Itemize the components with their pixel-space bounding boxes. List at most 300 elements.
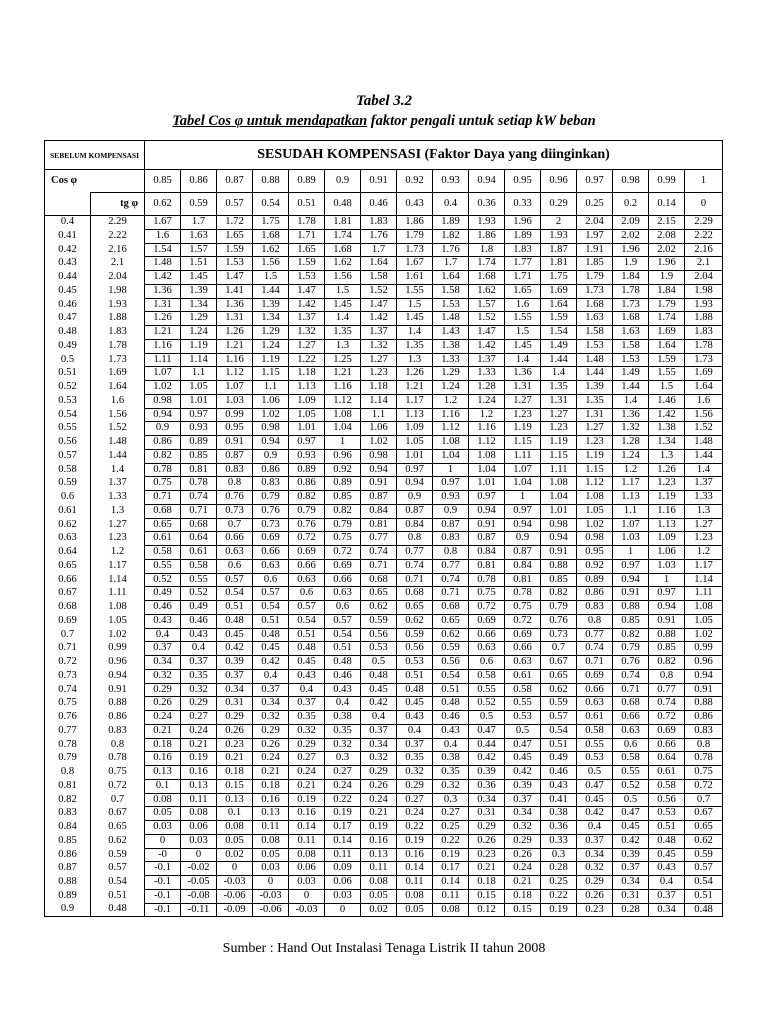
cos-phi-cell: 0.75	[45, 697, 91, 711]
multiplier-cell: 0.98	[577, 532, 613, 546]
multiplier-cell: 0.13	[361, 848, 397, 862]
multiplier-cell: 0.59	[541, 697, 577, 711]
multiplier-cell: 0.63	[253, 559, 289, 573]
target-cos-cell: 0.91	[361, 170, 397, 193]
multiplier-cell: 0.8	[433, 546, 469, 560]
tg-phi-cell: 0.96	[91, 656, 145, 670]
multiplier-cell: 0.64	[181, 532, 217, 546]
multiplier-cell: 0.72	[469, 601, 505, 615]
multiplier-cell: 1.04	[433, 449, 469, 463]
multiplier-cell: 1.8	[469, 243, 505, 257]
multiplier-cell: 0.37	[649, 889, 685, 903]
multiplier-cell: 0.84	[505, 559, 541, 573]
multiplier-cell: 0.14	[397, 862, 433, 876]
multiplier-cell: 0.95	[217, 422, 253, 436]
tg-phi-cell: 1.23	[91, 532, 145, 546]
table-row	[45, 628, 723, 642]
multiplier-cell: 0.68	[181, 518, 217, 532]
multiplier-cell: 0.43	[289, 669, 325, 683]
multiplier-cell: 0.35	[397, 752, 433, 766]
multiplier-cell: 0.61	[577, 711, 613, 725]
multiplier-cell: 0.9	[145, 422, 181, 436]
multiplier-cell: 0.91	[649, 614, 685, 628]
multiplier-cell: 0.37	[577, 834, 613, 848]
multiplier-cell: 0.08	[253, 834, 289, 848]
multiplier-cell: 1.68	[253, 229, 289, 243]
multiplier-cell: 0.27	[397, 793, 433, 807]
multiplier-cell: 0.8	[217, 477, 253, 491]
target-cos-cell: 0.95	[505, 170, 541, 193]
multiplier-cell: 1.07	[505, 463, 541, 477]
multiplier-cell: 1.45	[397, 312, 433, 326]
multiplier-cell: 1.19	[505, 422, 541, 436]
multiplier-cell: 0.21	[181, 738, 217, 752]
multiplier-cell: 0.83	[577, 601, 613, 615]
cos-phi-cell: 0.51	[45, 367, 91, 381]
multiplier-cell: 1.08	[433, 436, 469, 450]
multiplier-cell: 0.65	[145, 518, 181, 532]
multiplier-cell: 0.56	[361, 628, 397, 642]
multiplier-cell: 0.55	[181, 573, 217, 587]
multiplier-cell: 0.71	[397, 573, 433, 587]
multiplier-cell: 0.13	[253, 807, 289, 821]
multiplier-cell: 0.73	[541, 628, 577, 642]
multiplier-cell: 0.66	[649, 738, 685, 752]
multiplier-cell: 1.64	[541, 298, 577, 312]
multiplier-cell: 0.76	[253, 504, 289, 518]
cos-phi-cell: 0.59	[45, 477, 91, 491]
table-row	[45, 284, 723, 298]
multiplier-cell: 1.79	[397, 229, 433, 243]
multiplier-cell: 0.94	[253, 436, 289, 450]
multiplier-cell: 0.1	[145, 779, 181, 793]
multiplier-cell: 1.02	[685, 628, 723, 642]
table-row	[45, 298, 723, 312]
multiplier-cell: 0.6	[613, 738, 649, 752]
multiplier-cell: 0.24	[505, 862, 541, 876]
multiplier-cell: 0.82	[289, 491, 325, 505]
multiplier-cell: 1.29	[253, 326, 289, 340]
target-tg-cell: 0.36	[469, 193, 505, 216]
tg-phi-cell: 1.83	[91, 326, 145, 340]
multiplier-cell: 0.79	[541, 601, 577, 615]
cos-phi-cell: 0.78	[45, 738, 91, 752]
cos-phi-cell: 0.62	[45, 518, 91, 532]
multiplier-cell: 0.72	[685, 779, 723, 793]
multiplier-cell: 0.34	[649, 903, 685, 917]
multiplier-cell: 1.1	[361, 408, 397, 422]
multiplier-cell: 0.22	[433, 834, 469, 848]
multiplier-cell: 0.73	[253, 518, 289, 532]
tg-phi-cell: 1.3	[91, 504, 145, 518]
multiplier-cell: 0.37	[397, 738, 433, 752]
target-cos-cell: 0.97	[577, 170, 613, 193]
multiplier-cell: 1.08	[541, 477, 577, 491]
multiplier-cell: 1.19	[649, 491, 685, 505]
cos-phi-cell: 0.79	[45, 752, 91, 766]
multiplier-cell: 1.07	[613, 518, 649, 532]
multiplier-cell: 1.42	[649, 408, 685, 422]
cos-phi-cell: 0.49	[45, 339, 91, 353]
multiplier-cell: 1.11	[685, 587, 723, 601]
multiplier-cell: 1.45	[181, 271, 217, 285]
multiplier-cell: 0.82	[649, 656, 685, 670]
multiplier-cell: -0.03	[253, 889, 289, 903]
multiplier-cell: 0.24	[253, 752, 289, 766]
multiplier-cell: 0.54	[685, 876, 723, 890]
multiplier-cell: 0.43	[397, 711, 433, 725]
tg-phi-cell: 1.08	[91, 601, 145, 615]
target-tg-cell: 0.48	[325, 193, 361, 216]
multiplier-cell: 0	[217, 862, 253, 876]
multiplier-cell: 1.79	[649, 298, 685, 312]
multiplier-cell: 0.51	[253, 614, 289, 628]
multiplier-cell: -0.11	[181, 903, 217, 917]
multiplier-cell: 0.94	[145, 408, 181, 422]
multiplier-cell: 1.96	[649, 257, 685, 271]
multiplier-cell: 1.75	[541, 271, 577, 285]
multiplier-cell: 0.8	[397, 532, 433, 546]
multiplier-cell: 0.37	[505, 793, 541, 807]
multiplier-cell: 1.48	[145, 257, 181, 271]
multiplier-cell: 0.26	[505, 848, 541, 862]
multiplier-cell: 0.5	[505, 724, 541, 738]
table-row	[45, 546, 723, 560]
multiplier-cell: 1.25	[325, 353, 361, 367]
multiplier-cell: 1.49	[541, 339, 577, 353]
multiplier-cell: 0.38	[433, 752, 469, 766]
target-tg-cell: 0	[685, 193, 723, 216]
multiplier-cell: 0.9	[433, 504, 469, 518]
multiplier-cell: 0.51	[325, 642, 361, 656]
multiplier-cell: 1.21	[325, 367, 361, 381]
multiplier-cell: 1.29	[181, 312, 217, 326]
table-row	[45, 807, 723, 821]
multiplier-cell: 0.55	[145, 559, 181, 573]
multiplier-cell: 0.15	[505, 903, 541, 917]
multiplier-cell: 1.58	[577, 326, 613, 340]
cos-phi-cell: 0.73	[45, 669, 91, 683]
multiplier-cell: 1.11	[145, 353, 181, 367]
multiplier-cell: 0.54	[325, 628, 361, 642]
multiplier-cell: 1.53	[289, 271, 325, 285]
multiplier-cell: 1.57	[181, 243, 217, 257]
multiplier-cell: 1.37	[685, 477, 723, 491]
tg-phi-cell: 0.72	[91, 779, 145, 793]
multiplier-cell: 0.58	[181, 559, 217, 573]
table-row	[45, 862, 723, 876]
multiplier-cell: 1.37	[469, 353, 505, 367]
multiplier-cell: 1.19	[253, 353, 289, 367]
multiplier-cell: 1.59	[649, 353, 685, 367]
tg-phi-cell: 1.48	[91, 436, 145, 450]
multiplier-cell: 0.19	[433, 848, 469, 862]
multiplier-cell: 2.15	[649, 216, 685, 230]
multiplier-cell: 1.08	[325, 408, 361, 422]
multiplier-cell: 1	[433, 463, 469, 477]
multiplier-cell: 1.15	[541, 449, 577, 463]
multiplier-cell: 1.32	[613, 422, 649, 436]
multiplier-cell: 0.59	[685, 848, 723, 862]
multiplier-cell: 1.55	[397, 284, 433, 298]
multiplier-cell: 0.22	[397, 821, 433, 835]
multiplier-cell: 0.42	[469, 752, 505, 766]
multiplier-cell: 0.67	[685, 807, 723, 821]
multiplier-cell: 0.93	[433, 491, 469, 505]
table-row	[45, 504, 723, 518]
multiplier-cell: 0.93	[289, 449, 325, 463]
multiplier-cell: 0.42	[577, 807, 613, 821]
multiplier-cell: 0.16	[145, 752, 181, 766]
multiplier-cell: 0.14	[325, 834, 361, 848]
multiplier-cell: 0.16	[289, 807, 325, 821]
multiplier-cell: 0.24	[325, 779, 361, 793]
multiplier-cell: 0.08	[361, 876, 397, 890]
multiplier-cell: 1.96	[505, 216, 541, 230]
multiplier-cell: 0.89	[289, 463, 325, 477]
multiplier-cell: 0.43	[325, 683, 361, 697]
cos-phi-cell: 0.82	[45, 793, 91, 807]
multiplier-cell: 1.35	[325, 326, 361, 340]
multiplier-cell: 1.14	[361, 394, 397, 408]
multiplier-cell: 1.39	[253, 298, 289, 312]
multiplier-cell: 0.45	[361, 683, 397, 697]
multiplier-cell: 0.85	[325, 491, 361, 505]
multiplier-cell: 0.94	[613, 573, 649, 587]
multiplier-cell: 0.45	[613, 821, 649, 835]
multiplier-cell: 0.11	[181, 793, 217, 807]
target-tg-cell: 0.59	[181, 193, 217, 216]
multiplier-cell: 0.51	[217, 601, 253, 615]
compensation-table	[44, 140, 723, 917]
multiplier-cell: 0.59	[397, 628, 433, 642]
multiplier-cell: 1.27	[577, 422, 613, 436]
multiplier-cell: 0.52	[469, 697, 505, 711]
multiplier-cell: 1.73	[397, 243, 433, 257]
multiplier-cell: 0.29	[145, 683, 181, 697]
multiplier-cell: 0.63	[325, 587, 361, 601]
multiplier-cell: 0.11	[325, 848, 361, 862]
multiplier-cell: 1.21	[145, 326, 181, 340]
cos-phi-cell: 0.61	[45, 504, 91, 518]
multiplier-cell: 0.34	[613, 876, 649, 890]
multiplier-cell: 0.89	[325, 477, 361, 491]
multiplier-cell: 1.28	[613, 436, 649, 450]
table-row	[45, 642, 723, 656]
multiplier-cell: 0	[145, 834, 181, 848]
cos-phi-cell: 0.65	[45, 559, 91, 573]
multiplier-cell: 1.53	[433, 298, 469, 312]
multiplier-cell: 1.37	[289, 312, 325, 326]
multiplier-cell: 1.34	[253, 312, 289, 326]
multiplier-cell: 2.04	[577, 216, 613, 230]
cos-phi-cell: 0.41	[45, 229, 91, 243]
tg-phi-cell: 0.7	[91, 793, 145, 807]
multiplier-cell: 0.66	[325, 573, 361, 587]
multiplier-cell: 0.39	[469, 766, 505, 780]
multiplier-cell: 0.03	[325, 889, 361, 903]
multiplier-cell: 1.73	[613, 298, 649, 312]
cos-phi-cell: 0.55	[45, 422, 91, 436]
multiplier-cell: 0.29	[505, 834, 541, 848]
multiplier-cell: 1.6	[505, 298, 541, 312]
multiplier-cell: 0.58	[469, 669, 505, 683]
multiplier-cell: 1.27	[541, 408, 577, 422]
multiplier-cell: 0.97	[505, 504, 541, 518]
multiplier-cell: 0.08	[181, 807, 217, 821]
multiplier-cell: 0.95	[577, 546, 613, 560]
multiplier-cell: 0.31	[613, 889, 649, 903]
target-cos-cell: 0.94	[469, 170, 505, 193]
multiplier-cell: 0.19	[361, 821, 397, 835]
cos-phi-cell: 0.88	[45, 876, 91, 890]
multiplier-cell: 0.43	[433, 724, 469, 738]
multiplier-cell: 0.38	[541, 807, 577, 821]
multiplier-cell: 0.32	[397, 766, 433, 780]
tg-phi-cell: 1.11	[91, 587, 145, 601]
tg-phi-cell: 2.04	[91, 271, 145, 285]
multiplier-cell: 1.52	[469, 312, 505, 326]
cos-phi-cell: 0.84	[45, 821, 91, 835]
multiplier-cell: 0.94	[505, 518, 541, 532]
multiplier-cell: 0.4	[433, 738, 469, 752]
multiplier-cell: 1.22	[289, 353, 325, 367]
multiplier-cell: 0.3	[433, 793, 469, 807]
multiplier-cell: 0.34	[217, 683, 253, 697]
tg-phi-cell: 1.56	[91, 408, 145, 422]
tg-phi-cell: 1.6	[91, 394, 145, 408]
multiplier-cell: 0.26	[577, 889, 613, 903]
multiplier-cell: 1.83	[361, 216, 397, 230]
table-row	[45, 367, 723, 381]
multiplier-cell: 1.06	[253, 394, 289, 408]
table-row	[45, 257, 723, 271]
table-row	[45, 752, 723, 766]
multiplier-cell: 0.66	[253, 546, 289, 560]
multiplier-cell: 1.3	[685, 504, 723, 518]
multiplier-cell: 0.93	[181, 422, 217, 436]
multiplier-cell: -0.05	[181, 876, 217, 890]
table-row	[45, 559, 723, 573]
multiplier-cell: 0.98	[541, 518, 577, 532]
multiplier-cell: 0	[289, 889, 325, 903]
multiplier-cell: 0.29	[253, 724, 289, 738]
multiplier-cell: 0.71	[613, 683, 649, 697]
multiplier-cell: 0.68	[433, 601, 469, 615]
multiplier-cell: 0.87	[433, 518, 469, 532]
multiplier-cell: 0.57	[325, 614, 361, 628]
multiplier-cell: 1	[505, 491, 541, 505]
multiplier-cell: 0.83	[685, 724, 723, 738]
multiplier-cell: 0.68	[145, 504, 181, 518]
multiplier-cell: 0.94	[685, 669, 723, 683]
multiplier-cell: 0.39	[613, 848, 649, 862]
multiplier-cell: 0.21	[469, 862, 505, 876]
multiplier-cell: 1.7	[181, 216, 217, 230]
multiplier-cell: 0.48	[397, 683, 433, 697]
multiplier-cell: 0.9	[397, 491, 433, 505]
multiplier-cell: 1.15	[577, 463, 613, 477]
multiplier-cell: 1.03	[217, 394, 253, 408]
multiplier-cell: -0.03	[217, 876, 253, 890]
multiplier-cell: 1.59	[289, 257, 325, 271]
cos-phi-cell: 0.76	[45, 711, 91, 725]
multiplier-cell: 0.92	[325, 463, 361, 477]
multiplier-cell: 0.8	[577, 614, 613, 628]
multiplier-cell: 1.33	[433, 353, 469, 367]
multiplier-cell: 0.34	[253, 697, 289, 711]
multiplier-cell: 1.53	[217, 257, 253, 271]
multiplier-cell: 0.97	[649, 587, 685, 601]
multiplier-cell: 0.54	[541, 724, 577, 738]
multiplier-cell: 0.97	[289, 436, 325, 450]
multiplier-cell: 1.24	[613, 449, 649, 463]
multiplier-cell: 1.27	[361, 353, 397, 367]
multiplier-cell: 0.34	[577, 848, 613, 862]
cos-phi-cell: 0.8	[45, 766, 91, 780]
multiplier-cell: 0.8	[685, 738, 723, 752]
multiplier-cell: 0.71	[361, 559, 397, 573]
cos-phi-cell: 0.45	[45, 284, 91, 298]
multiplier-cell: 1.6	[685, 394, 723, 408]
cos-phi-label: Cos φ	[45, 170, 145, 193]
table-row	[45, 243, 723, 257]
multiplier-cell: 0.16	[361, 834, 397, 848]
cos-phi-cell: 0.87	[45, 862, 91, 876]
multiplier-cell: 1.03	[649, 559, 685, 573]
table-row	[45, 518, 723, 532]
multiplier-cell: 0.69	[289, 546, 325, 560]
target-tg-cell: 0.14	[649, 193, 685, 216]
table-row	[45, 848, 723, 862]
multiplier-cell: 0.15	[217, 779, 253, 793]
multiplier-cell: 1.15	[505, 436, 541, 450]
multiplier-cell: 0.66	[505, 642, 541, 656]
multiplier-cell: 1.62	[325, 257, 361, 271]
table-row	[45, 408, 723, 422]
multiplier-cell: 1.1	[181, 367, 217, 381]
multiplier-cell: 1.21	[397, 381, 433, 395]
multiplier-cell: 1.78	[613, 284, 649, 298]
multiplier-cell: 0.18	[469, 876, 505, 890]
multiplier-cell: 1.4	[505, 353, 541, 367]
multiplier-cell: 1.58	[361, 271, 397, 285]
target-cos-cell: 0.88	[253, 170, 289, 193]
multiplier-cell: 0.4	[289, 683, 325, 697]
multiplier-cell: 1.7	[361, 243, 397, 257]
multiplier-cell: 0.62	[397, 614, 433, 628]
multiplier-cell: 0.91	[685, 683, 723, 697]
multiplier-cell: 1.28	[469, 381, 505, 395]
multiplier-cell: 1.19	[181, 339, 217, 353]
multiplier-cell: 0.78	[469, 573, 505, 587]
multiplier-cell: 0.72	[325, 546, 361, 560]
tg-phi-cell: 0.65	[91, 821, 145, 835]
multiplier-cell: 0.09	[325, 862, 361, 876]
multiplier-cell: -0.08	[181, 889, 217, 903]
multiplier-cell: 0.88	[649, 628, 685, 642]
table-row	[45, 793, 723, 807]
multiplier-cell: 1.46	[649, 394, 685, 408]
multiplier-cell: 1.65	[505, 284, 541, 298]
table-row	[45, 779, 723, 793]
multiplier-cell: 0.55	[469, 683, 505, 697]
multiplier-cell: -0.02	[181, 862, 217, 876]
multiplier-cell: 1.4	[613, 394, 649, 408]
target-tg-cell: 0.57	[217, 193, 253, 216]
target-tg-cell: 0.25	[577, 193, 613, 216]
multiplier-cell: 0.72	[649, 711, 685, 725]
